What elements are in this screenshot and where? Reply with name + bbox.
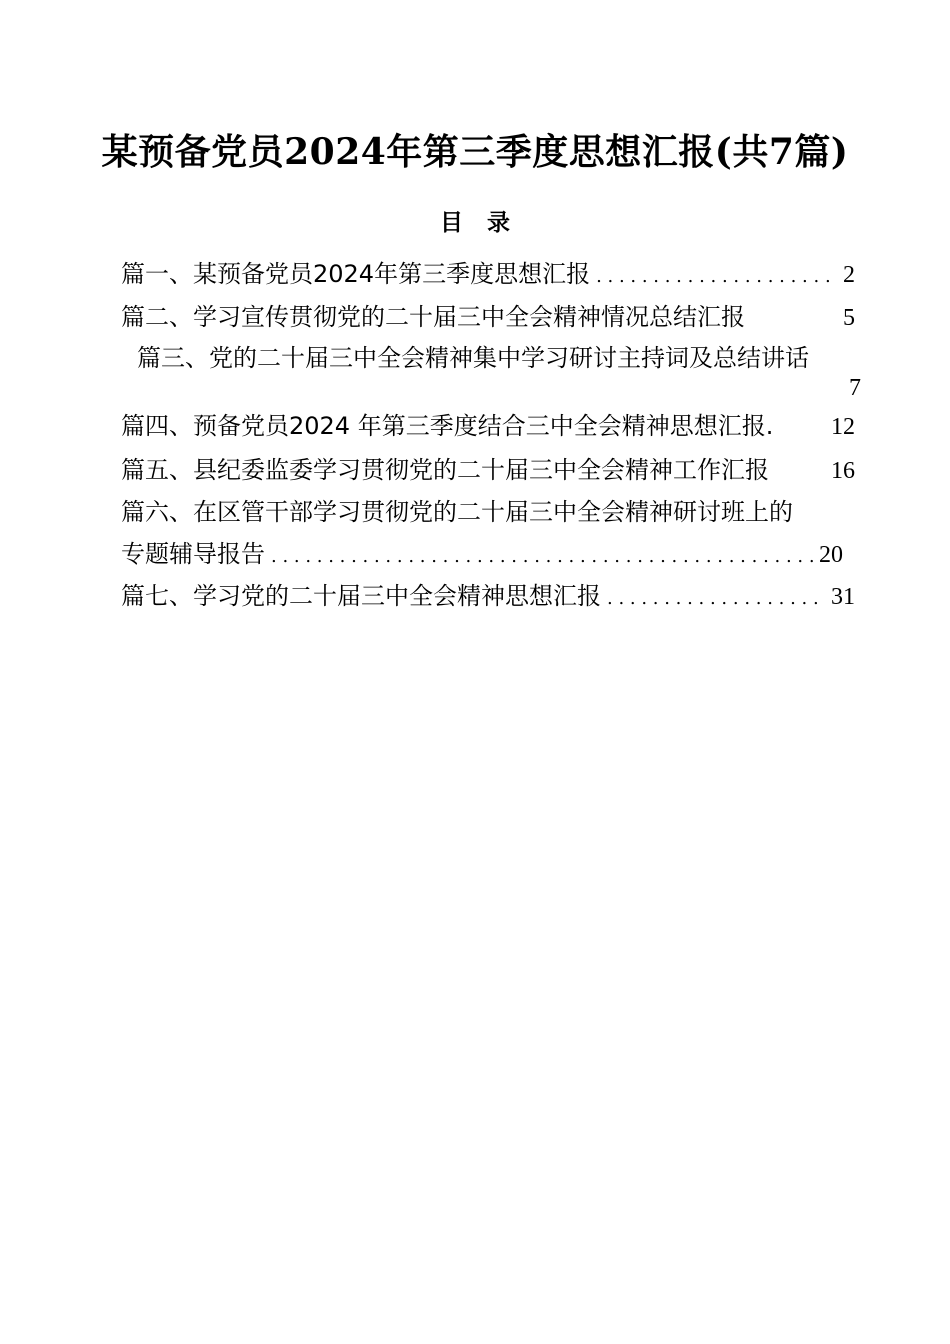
toc-entry-page: 16 — [831, 458, 855, 484]
toc-entry-label: 篇一、某预备党员2024年第三季度思想汇报 — [121, 260, 591, 288]
toc-heading: 目录 — [440, 209, 534, 236]
toc-entry-page: 5 — [843, 305, 855, 331]
toc-entry-4[interactable] — [121, 408, 861, 444]
toc-entry-label: 篇五、县纪委监委学习贯彻党的二十届三中全会精神工作汇报 — [121, 456, 769, 484]
toc-entry-label: 篇四、预备党员2024 年第三季度结合三中全会精神思想汇报. — [121, 412, 774, 440]
toc-entry-6[interactable] — [121, 494, 861, 530]
toc-entry-5[interactable] — [121, 452, 861, 488]
toc-entry-label: 篇七、学习党的二十届三中全会精神思想汇报 — [121, 582, 601, 610]
toc-entry-page: 2 — [843, 262, 855, 288]
toc-dot-leader — [271, 539, 813, 575]
toc-entry-page: 12 — [831, 414, 855, 440]
toc-entry-6-continued[interactable] — [121, 536, 861, 572]
toc-entry-3-page: 7 — [849, 375, 861, 401]
toc-entry-label: 篇二、学习宣传贯彻党的二十届三中全会精神情况总结汇报 — [121, 303, 745, 331]
toc-entry-label: 篇六、在区管干部学习贯彻党的二十届三中全会精神研讨班上的 — [121, 498, 793, 526]
toc-entry-2[interactable] — [121, 299, 861, 335]
toc-entry-label-continued: 专题辅导报告 — [121, 540, 265, 568]
toc-entry-label: 篇三、党的二十届三中全会精神集中学习研讨主持词及总结讲话 — [137, 344, 809, 372]
toc-entry-page: 31 — [831, 584, 855, 610]
toc-entry-7[interactable] — [121, 578, 861, 614]
toc-entry-1[interactable] — [121, 256, 861, 292]
document-title: 某预备党员2024年第三季度思想汇报(共7篇) — [101, 131, 849, 173]
toc-dot-leader — [607, 581, 825, 617]
toc-entry-3[interactable] — [121, 340, 861, 376]
toc-dot-leader — [596, 259, 837, 295]
toc-entry-page: 20 — [819, 542, 843, 568]
